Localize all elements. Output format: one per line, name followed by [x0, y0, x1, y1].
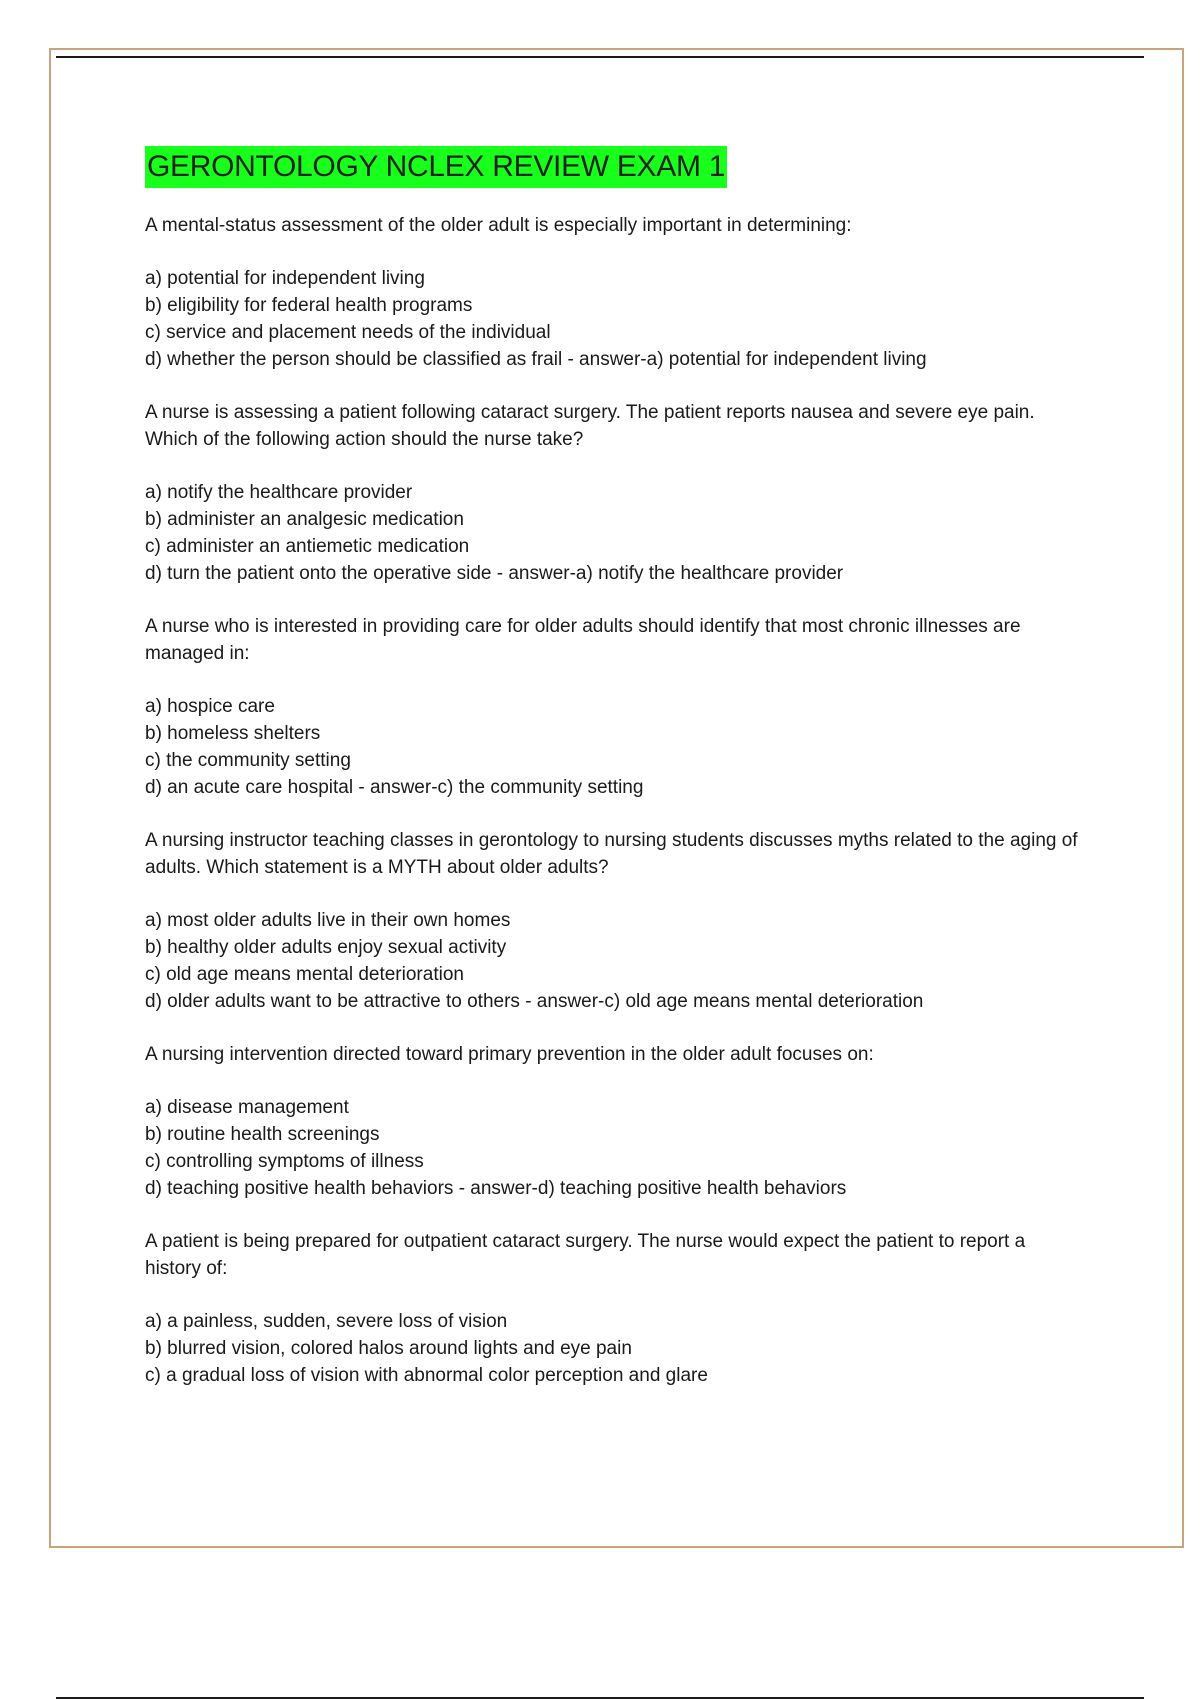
option-d-with-answer: d) older adults want to be attractive to others - answer-c) old age means mental deterioration [145, 991, 924, 1012]
option-b: b) blurred vision, colored halos around lights and eye pain [145, 1338, 632, 1359]
option-b: b) homeless shelters [145, 723, 321, 744]
question-stem: A mental-status assessment of the older adult is especially important in determining: [145, 215, 852, 236]
question-4 [145, 827, 1085, 1015]
next-page-rule [56, 1697, 1144, 1699]
answer-options [145, 265, 1085, 373]
option-c: c) service and placement needs of the individual [145, 322, 551, 343]
option-c: c) administer an antiemetic medication [145, 536, 470, 557]
question-6 [145, 1228, 1085, 1389]
answer-options [145, 1094, 1085, 1202]
question-stem: A nursing instructor teaching classes in gerontology to nursing students discusses myths related to the aging of adults. Which statement is a MYTH about older adults? [145, 830, 1078, 878]
answer-options [145, 693, 1085, 801]
option-a: a) disease management [145, 1097, 349, 1118]
option-d-with-answer: d) turn the patient onto the operative side - answer-a) notify the healthcare provider [145, 563, 844, 584]
option-b: b) administer an analgesic medication [145, 509, 464, 530]
option-a: a) hospice care [145, 696, 275, 717]
option-c: c) controlling symptoms of illness [145, 1151, 424, 1172]
option-a: a) potential for independent living [145, 268, 425, 289]
question-5 [145, 1041, 1085, 1202]
question-2 [145, 399, 1085, 587]
answer-options [145, 479, 1085, 587]
option-b: b) healthy older adults enjoy sexual activity [145, 937, 507, 958]
question-3 [145, 613, 1085, 801]
option-d-with-answer: d) whether the person should be classified as frail - answer-a) potential for independent living [145, 349, 927, 370]
option-a: a) a painless, sudden, severe loss of vision [145, 1311, 508, 1332]
question-stem: A nurse who is interested in providing care for older adults should identify that most chronic illnesses are managed in: [145, 616, 1021, 664]
answer-options [145, 1308, 1085, 1389]
document-body [145, 146, 1085, 1415]
option-c: c) the community setting [145, 750, 351, 771]
option-b: b) eligibility for federal health programs [145, 295, 473, 316]
option-c: c) a gradual loss of vision with abnormal color perception and glare [145, 1365, 708, 1386]
question-stem: A nursing intervention directed toward primary prevention in the older adult focuses on: [145, 1044, 874, 1065]
question-1 [145, 212, 1085, 373]
question-stem: A nurse is assessing a patient following cataract surgery. The patient reports nausea and severe eye pain. Which of the following action should the nurse take? [145, 402, 1035, 450]
option-a: a) most older adults live in their own homes [145, 910, 511, 931]
document-title: GERONTOLOGY NCLEX REVIEW EXAM 1 [145, 146, 727, 188]
option-d-with-answer: d) teaching positive health behaviors - answer-d) teaching positive health behaviors [145, 1178, 847, 1199]
question-stem: A patient is being prepared for outpatient cataract surgery. The nurse would expect the patient to report a history of: [145, 1231, 1026, 1279]
option-a: a) notify the healthcare provider [145, 482, 413, 503]
option-c: c) old age means mental deterioration [145, 964, 464, 985]
option-b: b) routine health screenings [145, 1124, 380, 1145]
answer-options [145, 907, 1085, 1015]
option-d-with-answer: d) an acute care hospital - answer-c) the community setting [145, 777, 644, 798]
